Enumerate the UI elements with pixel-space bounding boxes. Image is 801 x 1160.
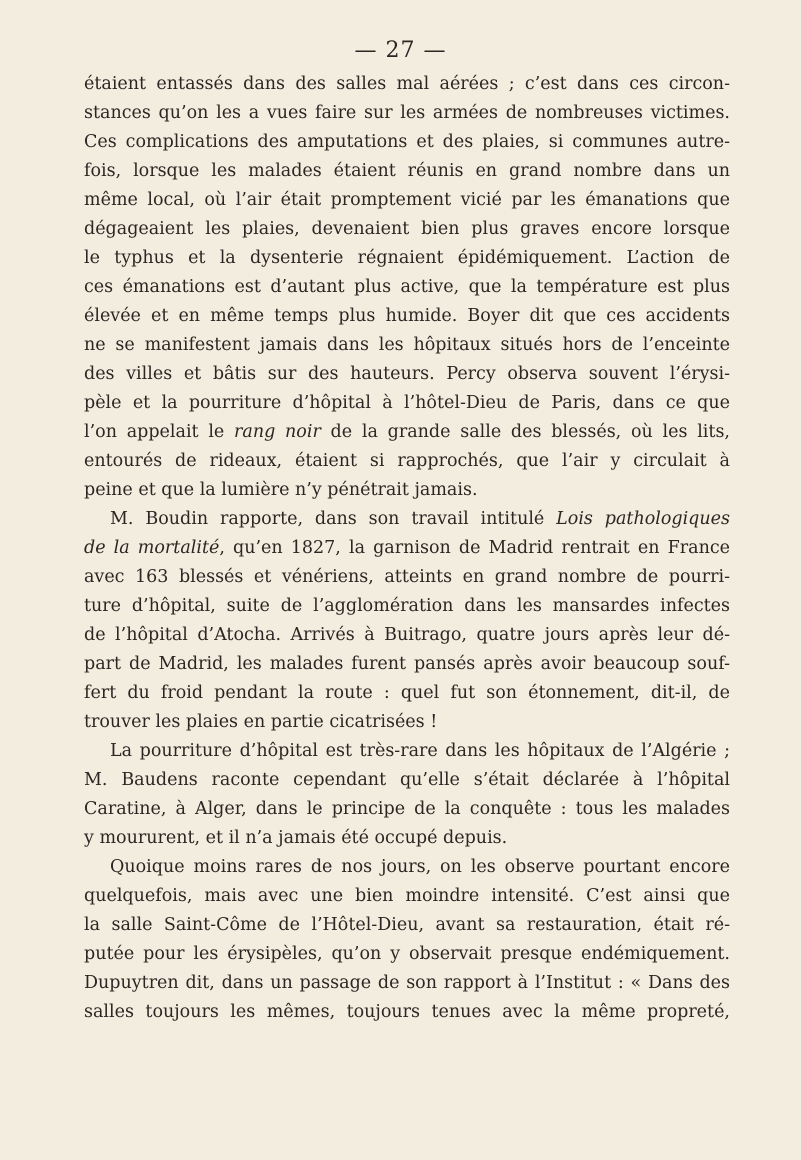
text-line: part de Madrid, les malades furent pansés après avoir beaucoup souf-	[84, 654, 730, 674]
text-line: pèle et la pourriture d’hôpital à l’hôtel-Dieu de Paris, dans ce que	[84, 393, 730, 413]
text-line: M. Boudin rapporte, dans son travail intitulé Lois pathologiques	[110, 509, 730, 529]
text-line: élevée et en même temps plus humide. Boyer dit que ces accidents	[84, 306, 730, 326]
page-number: — 27 —	[354, 38, 447, 63]
text-line: le typhus et la dysenterie régnaient épidémiquement. L’action de	[84, 248, 730, 268]
text-line: M. Baudens raconte cependant qu’elle s’était déclarée à l’hôpital	[84, 770, 730, 790]
text-line: de la mortalité, qu’en 1827, la garnison de Madrid rentrait en France	[84, 538, 730, 558]
text-line: y moururent, et il n’a jamais été occupé depuis.	[84, 828, 508, 848]
text-line: ture d’hôpital, suite de l’agglomération dans les mansardes infectes	[84, 596, 730, 616]
text-line: Caratine, à Alger, dans le principe de la conquête : tous les malades	[84, 799, 730, 819]
text-line: avec 163 blessés et vénériens, atteints en grand nombre de pourri-	[84, 567, 730, 587]
text-line: de l’hôpital d’Atocha. Arrivés à Buitrago, quatre jours après leur dé-	[84, 625, 730, 645]
text-line: Dupuytren dit, dans un passage de son rapport à l’Institut : « Dans des	[84, 973, 730, 993]
text-line: fert du froid pendant la route : quel fut son étonnement, dit-il, de	[84, 683, 730, 703]
text-line: Quoique moins rares de nos jours, on les observe pourtant encore	[110, 857, 730, 877]
text-line: fois, lorsque les malades étaient réunis en grand nombre dans un	[84, 161, 730, 181]
text-line: même local, où l’air était promptement vicié par les émanations que	[84, 190, 730, 210]
text-line: peine et que la lumière n’y pénétrait jamais.	[84, 480, 478, 500]
text-line: La pourriture d’hôpital est très-rare dans les hôpitaux de l’Algérie ;	[110, 741, 730, 761]
text-line: l’on appelait le rang noir de la grande salle des blessés, où les lits,	[84, 422, 730, 442]
text-line: ces émanations est d’autant plus active, que la température est plus	[84, 277, 730, 297]
text-line: putée pour les érysipèles, qu’on y observait presque endémiquement.	[84, 944, 730, 964]
body-text	[84, 70, 730, 1027]
text-line: étaient entassés dans des salles mal aérées ; c’est dans ces circon-	[84, 74, 730, 94]
text-line: la salle Saint-Côme de l’Hôtel-Dieu, avant sa restauration, était ré-	[84, 915, 730, 935]
text-line: des villes et bâtis sur des hauteurs. Percy observa souvent l’érysi-	[84, 364, 730, 384]
text-line: salles toujours les mêmes, toujours tenues avec la même propreté,	[84, 1002, 730, 1022]
text-line: stances qu’on les a vues faire sur les armées de nombreuses victimes.	[84, 103, 730, 123]
text-line: dégageaient les plaies, devenaient bien plus graves encore lorsque	[84, 219, 730, 239]
text-line: ne se manifestent jamais dans les hôpitaux situés hors de l’enceinte	[84, 335, 730, 355]
text-line: Ces complications des amputations et des plaies, si communes autre-	[84, 132, 730, 152]
text-line: entourés de rideaux, étaient si rapprochés, que l’air y circulait à	[84, 451, 730, 471]
text-line: trouver les plaies en partie cicatrisées !	[84, 712, 438, 732]
text-line: quelquefois, mais avec une bien moindre intensité. C’est ainsi que	[84, 886, 730, 906]
